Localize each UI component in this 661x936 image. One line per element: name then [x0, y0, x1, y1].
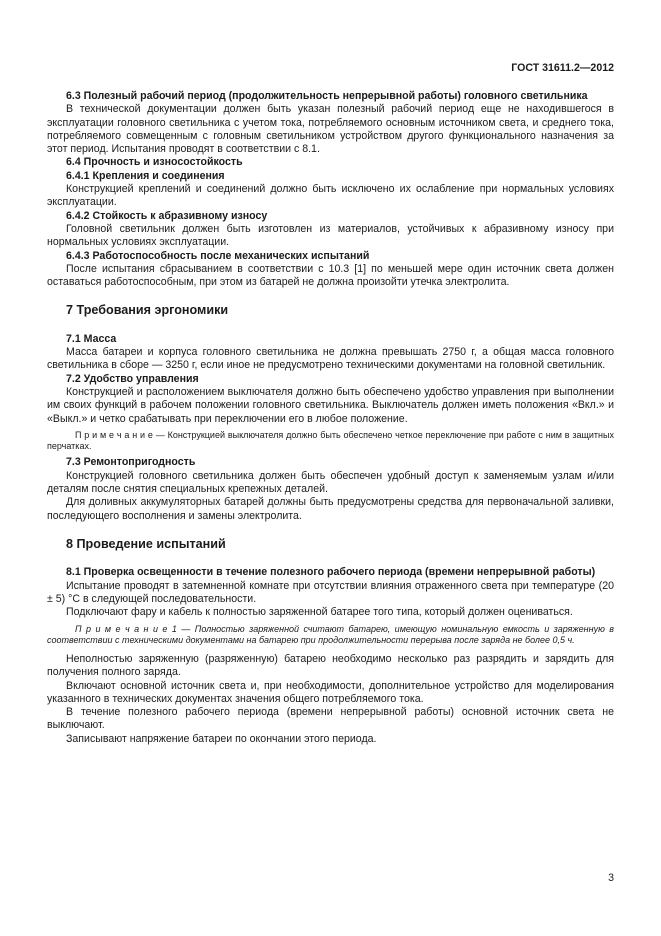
heading-7-2: 7.2 Удобство управления	[66, 372, 199, 385]
note-7-2: П р и м е ч а н и е — Конструкцией выключателя должно быть обеспечено четкое переключение при работе с ним в защитных перчатках.	[47, 429, 614, 451]
heading-6-4-1: 6.4.1 Крепления и соединения	[66, 169, 225, 182]
section-heading-8: 8 Проведение испытаний	[66, 536, 226, 551]
para-7-3-1: Конструкцией головного светильника должен быть обеспечен удобный доступ к заменяемым узлам и/или деталям после снятия специальных крепежных деталей.	[47, 469, 614, 496]
note-8-1: П р и м е ч а н и е 1 — Полностью заряженной считают батарею, имеющую номинальную емкость и заряженную в соответствии с техническими документами на батарею при продолжительности перерыва после заряда не более 0,5 ч.	[47, 624, 614, 646]
para-6-4-3: После испытания сбрасыванием в соответствии с 10.3 [1] по меньшей мере один источник света должен оставаться работоспособным, при этом из батарей не должна произойти утечка электролита.	[47, 262, 614, 289]
heading-6-4-3: 6.4.3 Работоспособность после механических испытаний	[66, 249, 370, 262]
para-6-4-2: Головной светильник должен быть изготовлен из материалов, устойчивых к абразивному износу при нормальных условиях эксплуатации.	[47, 222, 614, 249]
heading-7-3: 7.3 Ремонтопригодность	[66, 456, 196, 469]
document-content	[47, 90, 614, 746]
para-8-1-2: Подключают фару и кабель к полностью заряженной батарее того типа, который должен оцениваться.	[66, 606, 573, 619]
para-7-1: Масса батареи и корпуса головного светильника не должна превышать 2750 г, а общая масса головного светильника в сборе — 3250 г, если иное не предусмотрено техническими документами на головной светильник.	[47, 346, 614, 372]
heading-7-1: 7.1 Масса	[66, 332, 117, 345]
document-standard-number: ГОСТ 31611.2—2012	[511, 62, 614, 74]
heading-6-4-2: 6.4.2 Стойкость к абразивному износу	[66, 209, 268, 222]
para-8-1-1: Испытание проводят в затемненной комнате при отсутствии влияния отраженного света при температуре (20 ± 5) °С в следующей последовательности.	[47, 579, 614, 605]
heading-8-1: 8.1 Проверка освещенности в течение полезного рабочего периода (времени непрерывной работы)	[66, 566, 596, 579]
para-8-1-6: Записывают напряжение батареи по окончании этого периода.	[66, 732, 377, 745]
para-7-3-2: Для доливных аккумуляторных батарей должны быть предусмотрены средства для первоначальной заливки, последующего восполнения и замены электролита.	[47, 496, 614, 522]
para-8-1-3: Неполностью заряженную (разряженную) батарею необходимо несколько раз разрядить и зарядить для получения полного заряда.	[47, 652, 614, 679]
para-8-1-5: В течение полезного рабочего периода (времени непрерывной работы) основной источник света не выключают.	[47, 706, 614, 732]
para-6-3: В технической документации должен быть указан полезный рабочий период еще не находившегося в эксплуатации головного светильника с учетом тока, потребляемого основным источником света, и среднего тока, потребляемого совмещенным с головным светильником устройством другого функционального назначения за этот период. Испытания проводят в соответствии с 8.1.	[47, 103, 614, 156]
heading-6-3: 6.3 Полезный рабочий период (продолжительность непрерывной работы) головного светильника	[66, 90, 588, 102]
page-number: 3	[608, 872, 614, 884]
para-6-4-1: Конструкцией креплений и соединений должно быть исключено их ослабление при нормальных условиях эксплуатации.	[47, 183, 614, 209]
para-7-2: Конструкцией и расположением выключателя должно быть обеспечено удобство управления при выполнении им своих функций в рабочем положении головного светильника. Выключатель должен иметь положения «Вкл.» и «Выкл.» и четко срабатывать при переключении его в любое положение.	[47, 385, 614, 425]
section-heading-7: 7 Требования эргономики	[66, 303, 229, 318]
heading-6-4: 6.4 Прочность и износостойкость	[66, 156, 243, 169]
para-8-1-4: Включают основной источник света и, при необходимости, дополнительное устройство для моделирования указанного в технических документах значения общего потребляемого тока.	[47, 679, 614, 705]
